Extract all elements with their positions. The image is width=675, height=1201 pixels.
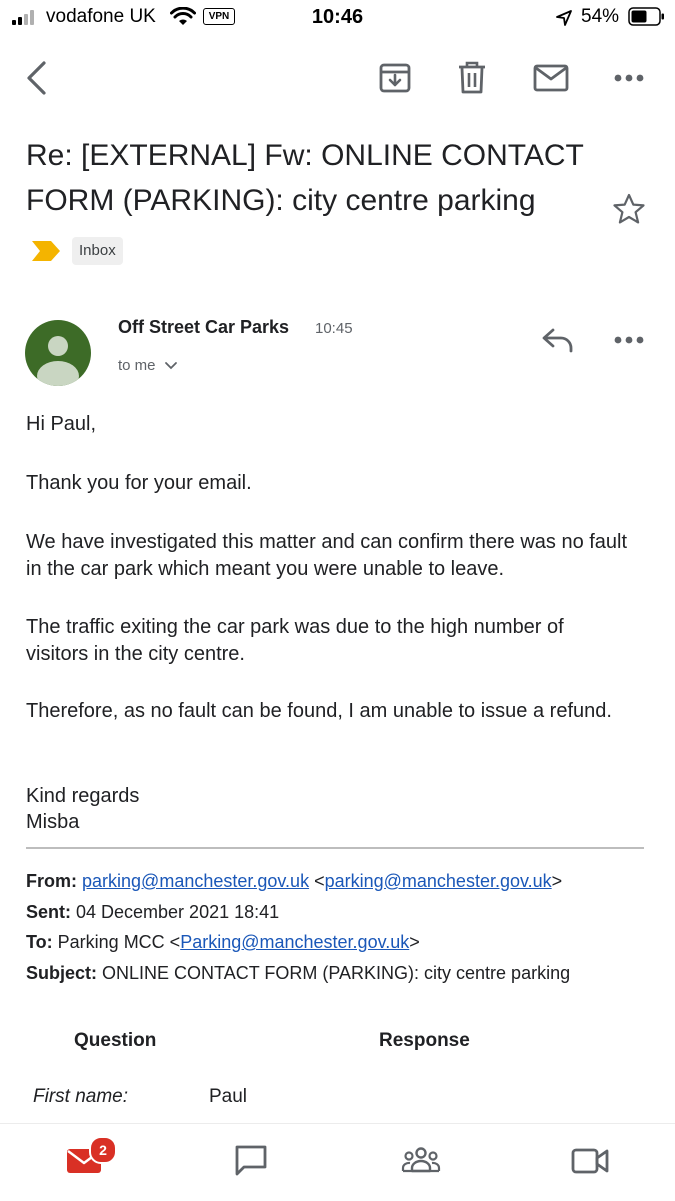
vpn-badge: VPN (203, 8, 235, 25)
message-more-icon[interactable] (614, 336, 644, 344)
star-icon[interactable] (612, 193, 646, 225)
to-close: > (409, 932, 420, 952)
status-bar (0, 0, 675, 34)
chevron-down-icon[interactable] (164, 361, 178, 371)
body-paragraph-2: We have investigated this matter and can confirm there was no fault in the car park which meant you were unable to leave. (26, 531, 628, 580)
to-label: To: (26, 932, 53, 952)
avatar[interactable] (25, 320, 91, 386)
forwarded-from-line (26, 866, 562, 896)
body-paragraph-3: The traffic exiting the car park was due to the high number of visitors in the city centre. (26, 616, 564, 665)
subject-value: ONLINE CONTACT FORM (PARKING): city centre parking (97, 963, 571, 983)
nav-meet-video-icon[interactable] (571, 1147, 609, 1175)
back-arrow-icon[interactable] (22, 60, 52, 96)
forwarded-to-line (26, 927, 420, 957)
from-addr-close: > (551, 871, 563, 891)
sender-name: Off Street Car Parks (118, 317, 290, 337)
table-cell-response: Paul (209, 1086, 248, 1107)
email-subject: Re: [EXTERNAL] Fw: ONLINE CONTACT FORM (PARKING): city centre parking (26, 139, 584, 217)
forwarded-sent-line (26, 897, 279, 927)
table-header-question: Question (74, 1030, 157, 1051)
recipient-label: to me (118, 357, 156, 374)
body-signature: Misba (26, 811, 80, 833)
from-link[interactable]: parking@manchester.gov.uk (82, 871, 310, 891)
label-inbox[interactable]: Inbox (72, 237, 123, 265)
from-label: From: (26, 871, 77, 891)
reply-icon[interactable] (541, 327, 575, 353)
subject-label: Subject: (26, 963, 98, 983)
mail-icon[interactable] (533, 64, 569, 92)
to-address-link[interactable]: Parking@manchester.gov.uk (180, 932, 410, 952)
table-header-response: Response (379, 1030, 470, 1051)
location-arrow-icon (555, 9, 573, 27)
forwarded-subject-line (26, 958, 570, 988)
nav-spaces-icon[interactable] (401, 1146, 441, 1174)
from-addr-open: < (309, 871, 325, 891)
body-paragraph-4: Therefore, as no fault can be found, I am unable to issue a refund. (26, 700, 612, 722)
sent-label: Sent: (26, 902, 71, 922)
sent-time: 10:45 (315, 320, 353, 337)
body-paragraph-1: Thank you for your email. (26, 472, 252, 494)
recipient-details[interactable] (118, 357, 178, 374)
sent-value: 04 December 2021 18:41 (71, 902, 280, 922)
trash-icon[interactable] (457, 60, 487, 96)
important-marker-icon[interactable] (30, 239, 62, 263)
mail-unread-badge: 2 (89, 1136, 117, 1164)
forward-divider (26, 847, 644, 849)
clock: 10:46 (311, 6, 364, 28)
from-address-link[interactable]: parking@manchester.gov.uk (324, 871, 552, 891)
battery-percent: 54% (581, 6, 620, 27)
archive-icon[interactable] (378, 61, 412, 95)
carrier-name: vodafone UK (46, 6, 156, 27)
body-greeting: Hi Paul, (26, 413, 97, 435)
more-horizontal-icon[interactable] (614, 74, 644, 82)
body-signoff: Kind regards (26, 785, 140, 807)
to-name: Parking MCC < (52, 932, 181, 952)
nav-chat-icon[interactable] (234, 1144, 268, 1176)
battery-icon (628, 7, 666, 27)
table-cell-question: First name: (33, 1086, 129, 1107)
